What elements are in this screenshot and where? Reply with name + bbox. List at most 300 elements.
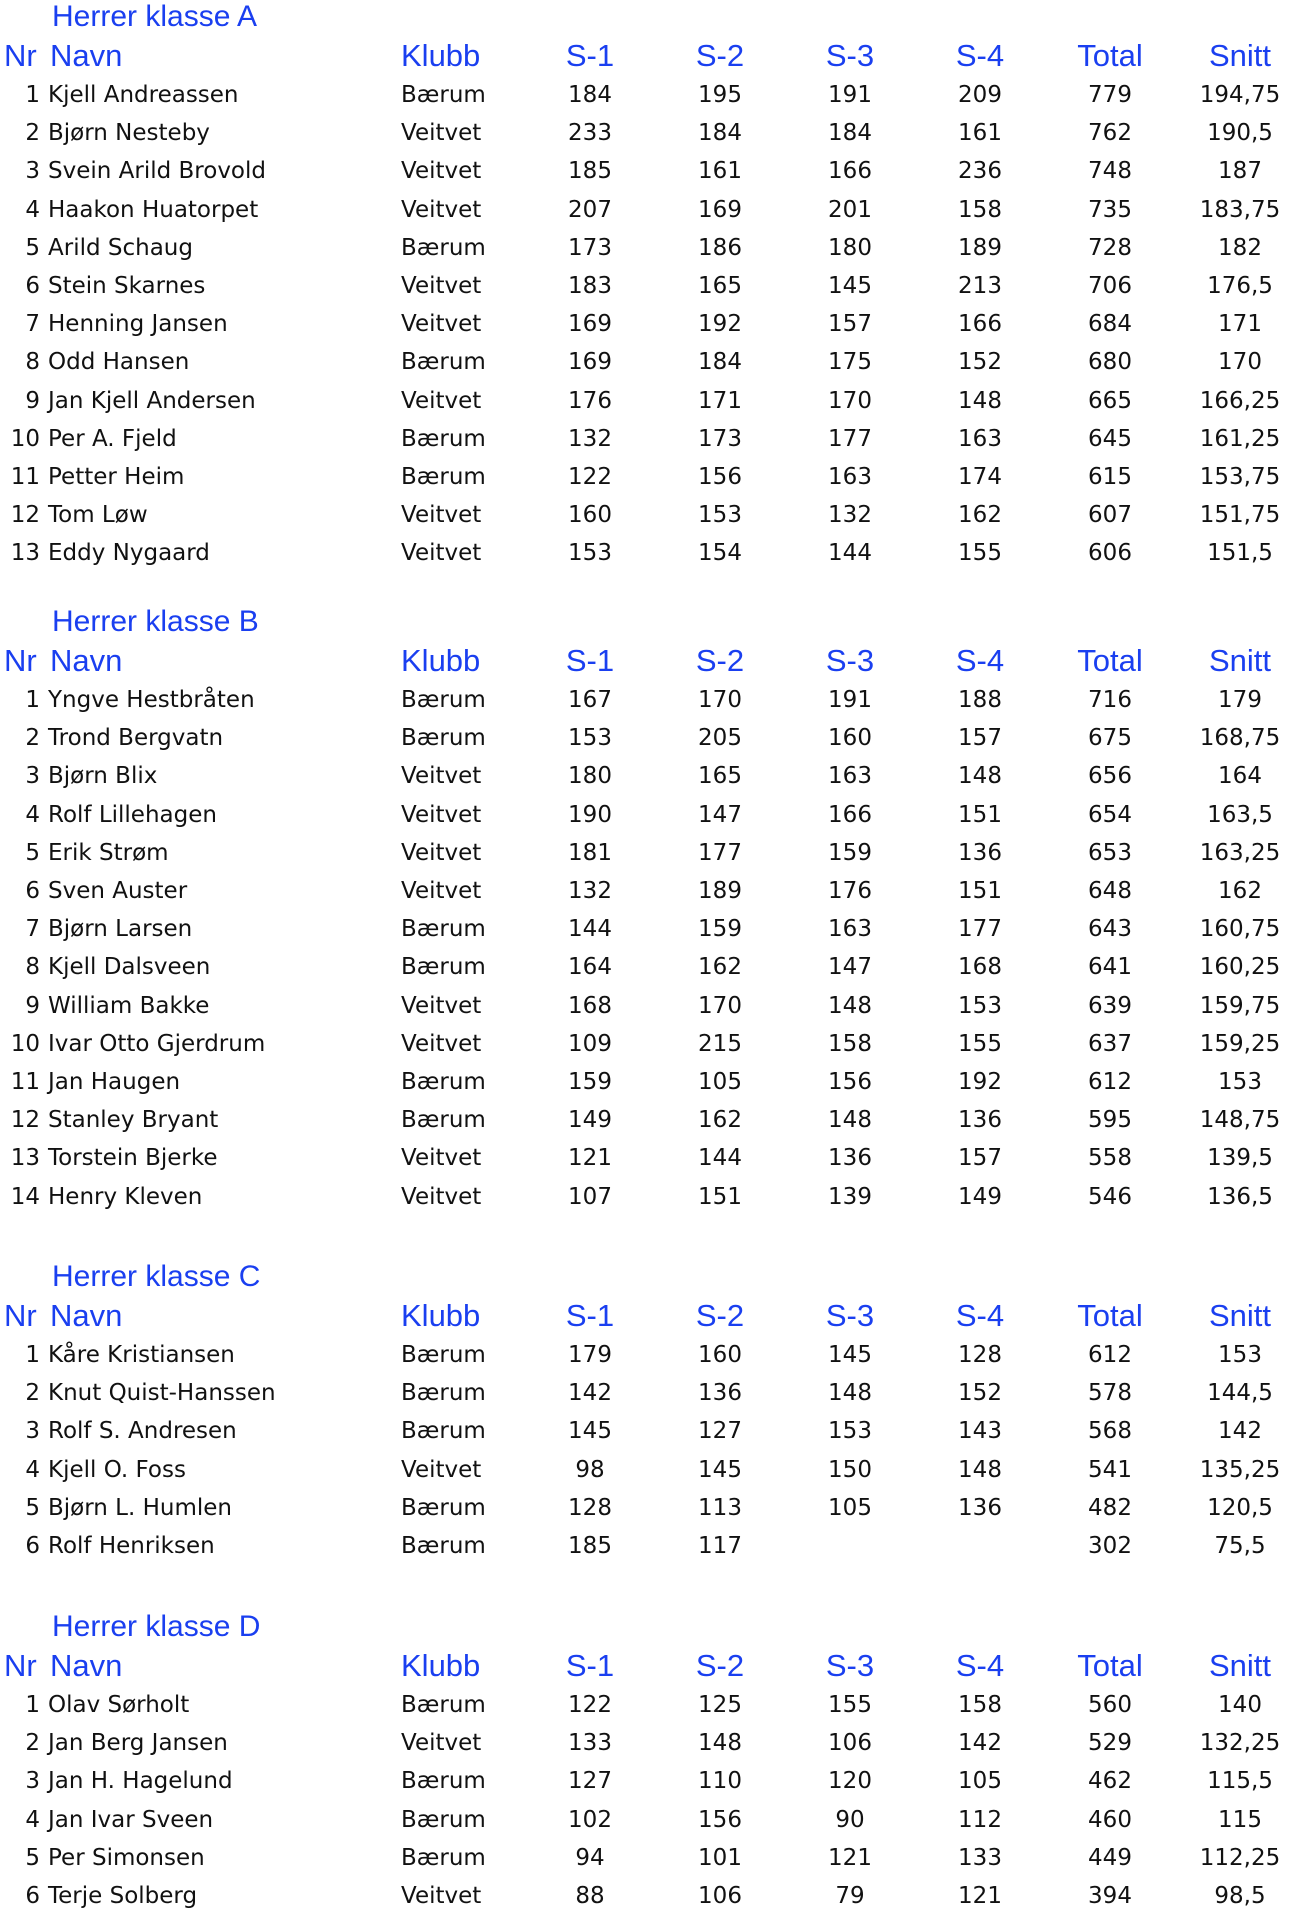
cell-navn: Per Simonsen xyxy=(48,1844,205,1871)
cell-s2: 147 xyxy=(698,801,742,828)
cell-s1: 153 xyxy=(568,725,612,752)
cell-navn: Arild Schaug xyxy=(48,234,193,261)
column-header-s1: S-1 xyxy=(565,38,615,73)
table-row xyxy=(0,1877,1304,1915)
cell-s3: 166 xyxy=(828,158,872,185)
cell-s1: 133 xyxy=(568,1730,612,1757)
cell-snitt: 162 xyxy=(1218,878,1262,904)
cell-total: 462 xyxy=(1088,1768,1132,1795)
cell-snitt: 168,75 xyxy=(1199,725,1281,752)
cell-nr: 4 xyxy=(25,1806,40,1833)
table-row xyxy=(0,796,1304,834)
cell-navn: Rolf Henriksen xyxy=(48,1533,215,1559)
cell-klubb: Veitvet xyxy=(401,158,482,185)
cell-s2: 159 xyxy=(698,916,742,943)
cell-snitt: 159,25 xyxy=(1199,1030,1281,1057)
cell-nr: 8 xyxy=(25,954,40,981)
cell-nr: 4 xyxy=(25,801,40,828)
cell-total: 735 xyxy=(1088,196,1132,223)
cell-s2: 154 xyxy=(698,540,742,567)
cell-s4: 157 xyxy=(958,1145,1002,1172)
cell-navn: Odd Hansen xyxy=(48,349,190,376)
cell-snitt: 75,5 xyxy=(1214,1533,1266,1559)
cell-nr: 9 xyxy=(25,387,40,414)
cell-klubb: Veitvet xyxy=(401,311,482,338)
cell-navn: Jan Kjell Andersen xyxy=(48,387,256,414)
cell-s4: 155 xyxy=(958,1030,1002,1057)
cell-total: 606 xyxy=(1088,540,1132,567)
cell-klubb: Bærum xyxy=(401,464,486,490)
cell-klubb: Veitvet xyxy=(401,1145,482,1172)
cell-navn: Henry Kleven xyxy=(48,1183,203,1210)
cell-s3: 158 xyxy=(828,1030,872,1057)
cell-nr: 4 xyxy=(25,196,40,223)
cell-klubb: Veitvet xyxy=(401,763,482,790)
cell-s3: 163 xyxy=(828,464,872,490)
cell-klubb: Bærum xyxy=(401,234,486,261)
column-header-row xyxy=(0,641,1304,681)
table-row xyxy=(0,76,1304,114)
cell-navn: Trond Bergvatn xyxy=(48,725,224,752)
cell-s3: 145 xyxy=(828,1342,872,1368)
cell-s4: 168 xyxy=(958,954,1002,981)
cell-snitt: 115 xyxy=(1218,1806,1262,1833)
table-row xyxy=(0,458,1304,496)
cell-snitt: 112,25 xyxy=(1199,1844,1281,1871)
cell-nr: 5 xyxy=(25,1494,40,1521)
cell-navn: Ivar Otto Gjerdrum xyxy=(48,1030,266,1057)
column-header-row xyxy=(0,1296,1304,1336)
cell-navn: Kjell Andreassen xyxy=(48,82,239,108)
cell-klubb: Bærum xyxy=(401,349,486,376)
cell-s3: 144 xyxy=(828,540,872,567)
cell-snitt: 151,5 xyxy=(1207,540,1273,567)
cell-navn: Tom Løw xyxy=(48,502,148,529)
cell-total: 568 xyxy=(1088,1418,1132,1445)
cell-snitt: 153,75 xyxy=(1199,464,1281,490)
cell-snitt: 136,5 xyxy=(1207,1183,1273,1210)
cell-s1: 168 xyxy=(568,992,612,1019)
cell-total: 654 xyxy=(1088,801,1132,828)
cell-klubb: Bærum xyxy=(401,954,486,981)
cell-s1: 169 xyxy=(568,311,612,338)
cell-klubb: Bærum xyxy=(401,1107,486,1134)
cell-nr: 4 xyxy=(25,1456,40,1483)
cell-s3: 180 xyxy=(828,234,872,261)
column-header-total: Total xyxy=(1077,1298,1143,1333)
column-header-klubb: Klubb xyxy=(401,1298,481,1333)
cell-navn: Rolf S. Andresen xyxy=(48,1418,237,1445)
cell-s3: 201 xyxy=(828,196,872,223)
cell-nr: 3 xyxy=(25,763,40,790)
cell-s2: 165 xyxy=(698,273,742,299)
cell-klubb: Bærum xyxy=(401,1844,486,1871)
cell-s4: 149 xyxy=(958,1183,1002,1210)
cell-total: 648 xyxy=(1088,878,1132,904)
cell-s3: 121 xyxy=(828,1844,872,1871)
cell-s4: 105 xyxy=(958,1768,1002,1795)
column-header-nr: Nr xyxy=(4,1648,37,1683)
cell-s3: 136 xyxy=(828,1145,872,1172)
cell-s2: 165 xyxy=(698,763,742,790)
table-row xyxy=(0,1527,1304,1565)
cell-total: 546 xyxy=(1088,1183,1132,1210)
cell-nr: 2 xyxy=(25,725,40,752)
cell-snitt: 159,75 xyxy=(1199,992,1281,1019)
cell-s4: 143 xyxy=(958,1418,1002,1445)
cell-s4: 161 xyxy=(958,120,1002,147)
cell-total: 612 xyxy=(1088,1069,1132,1095)
cell-snitt: 140 xyxy=(1218,1692,1262,1718)
cell-nr: 6 xyxy=(25,1883,40,1909)
table-row xyxy=(0,305,1304,343)
table-row xyxy=(0,1412,1304,1450)
column-header-snitt: Snitt xyxy=(1208,1648,1272,1683)
table-row xyxy=(0,1025,1304,1063)
cell-total: 612 xyxy=(1088,1342,1132,1368)
column-header-navn: Navn xyxy=(50,1648,123,1683)
cell-s2: 195 xyxy=(698,82,742,108)
cell-s1: 164 xyxy=(568,954,612,981)
cell-klubb: Bærum xyxy=(401,1380,486,1407)
cell-s4: 158 xyxy=(958,196,1002,223)
cell-snitt: 179 xyxy=(1218,687,1262,713)
cell-s2: 136 xyxy=(698,1380,742,1407)
cell-total: 595 xyxy=(1088,1107,1132,1134)
table-row xyxy=(0,948,1304,986)
cell-klubb: Bærum xyxy=(401,687,486,713)
cell-snitt: 183,75 xyxy=(1199,196,1281,223)
table-row xyxy=(0,1139,1304,1177)
cell-nr: 5 xyxy=(25,1844,40,1871)
cell-s2: 169 xyxy=(698,196,742,223)
cell-s1: 207 xyxy=(568,196,612,223)
cell-total: 541 xyxy=(1088,1456,1132,1483)
section-title: Herrer klasse D xyxy=(52,1610,261,1643)
cell-total: 394 xyxy=(1088,1883,1132,1909)
cell-s1: 181 xyxy=(568,839,612,866)
cell-s2: 162 xyxy=(698,954,742,981)
cell-total: 607 xyxy=(1088,502,1132,529)
cell-s2: 110 xyxy=(698,1768,742,1795)
cell-nr: 7 xyxy=(25,916,40,943)
cell-s3: 160 xyxy=(828,725,872,752)
column-header-s2: S-2 xyxy=(695,1298,745,1333)
table-row xyxy=(0,191,1304,229)
cell-snitt: 132,25 xyxy=(1199,1730,1281,1757)
table-row xyxy=(0,1374,1304,1412)
cell-s3: 150 xyxy=(828,1456,872,1483)
cell-total: 482 xyxy=(1088,1494,1132,1521)
cell-s4: 148 xyxy=(958,387,1002,414)
table-row xyxy=(0,1101,1304,1139)
cell-navn: Terje Solberg xyxy=(48,1883,198,1909)
cell-klubb: Bærum xyxy=(401,425,486,452)
table-row xyxy=(0,834,1304,872)
cell-s4: 188 xyxy=(958,687,1002,713)
cell-total: 748 xyxy=(1088,158,1132,185)
table-row xyxy=(0,910,1304,948)
cell-klubb: Veitvet xyxy=(401,196,482,223)
cell-s4: 151 xyxy=(958,801,1002,828)
cell-total: 656 xyxy=(1088,763,1132,790)
column-header-navn: Navn xyxy=(50,1298,123,1333)
cell-s3: 79 xyxy=(835,1883,865,1909)
cell-s1: 190 xyxy=(568,801,612,828)
table-row xyxy=(0,757,1304,795)
cell-s3: 170 xyxy=(828,387,872,414)
cell-s1: 109 xyxy=(568,1030,612,1057)
cell-nr: 12 xyxy=(10,502,40,529)
cell-s4: 177 xyxy=(958,916,1002,943)
cell-nr: 3 xyxy=(25,1768,40,1795)
cell-total: 460 xyxy=(1088,1806,1132,1833)
cell-klubb: Veitvet xyxy=(401,502,482,529)
cell-klubb: Bærum xyxy=(401,1418,486,1445)
cell-navn: William Bakke xyxy=(48,992,210,1019)
cell-s2: 105 xyxy=(698,1069,742,1095)
cell-klubb: Bærum xyxy=(401,1342,486,1368)
cell-total: 449 xyxy=(1088,1844,1132,1871)
cell-snitt: 142 xyxy=(1218,1418,1262,1445)
cell-s1: 122 xyxy=(568,1692,612,1718)
cell-snitt: 139,5 xyxy=(1207,1145,1273,1172)
cell-s1: 167 xyxy=(568,687,612,713)
cell-s2: 171 xyxy=(698,387,742,414)
cell-s3: 166 xyxy=(828,801,872,828)
cell-snitt: 153 xyxy=(1218,1069,1262,1095)
cell-total: 728 xyxy=(1088,234,1132,261)
column-header-snitt: Snitt xyxy=(1208,38,1272,73)
cell-total: 637 xyxy=(1088,1030,1132,1057)
cell-navn: Stanley Bryant xyxy=(48,1107,219,1134)
table-row xyxy=(0,1762,1304,1800)
column-header-s3: S-3 xyxy=(825,643,875,678)
cell-klubb: Veitvet xyxy=(401,839,482,866)
cell-snitt: 190,5 xyxy=(1207,120,1273,147)
cell-s2: 127 xyxy=(698,1418,742,1445)
table-row xyxy=(0,496,1304,534)
cell-klubb: Veitvet xyxy=(401,273,482,299)
cell-s4: 152 xyxy=(958,1380,1002,1407)
column-header-total: Total xyxy=(1077,38,1143,73)
table-row xyxy=(0,1451,1304,1489)
cell-s3: 163 xyxy=(828,763,872,790)
cell-s2: 113 xyxy=(698,1494,742,1521)
cell-s2: 161 xyxy=(698,158,742,185)
cell-total: 560 xyxy=(1088,1692,1132,1718)
cell-s2: 192 xyxy=(698,311,742,338)
cell-s3: 175 xyxy=(828,349,872,376)
cell-klubb: Veitvet xyxy=(401,1030,482,1057)
cell-s2: 151 xyxy=(698,1183,742,1210)
cell-s2: 148 xyxy=(698,1730,742,1757)
cell-klubb: Veitvet xyxy=(401,1730,482,1757)
table-row xyxy=(0,267,1304,305)
cell-s2: 153 xyxy=(698,502,742,529)
cell-s4: 136 xyxy=(958,1107,1002,1134)
cell-nr: 2 xyxy=(25,120,40,147)
cell-klubb: Bærum xyxy=(401,1768,486,1795)
cell-s1: 183 xyxy=(568,273,612,299)
cell-s1: 169 xyxy=(568,349,612,376)
cell-s2: 145 xyxy=(698,1456,742,1483)
cell-navn: Svein Arild Brovold xyxy=(48,158,266,185)
table-row xyxy=(0,719,1304,757)
column-header-klubb: Klubb xyxy=(401,643,481,678)
column-header-total: Total xyxy=(1077,643,1143,678)
cell-s1: 149 xyxy=(568,1107,612,1134)
cell-klubb: Bærum xyxy=(401,725,486,752)
cell-klubb: Bærum xyxy=(401,1494,486,1521)
cell-s2: 173 xyxy=(698,425,742,452)
cell-s3: 177 xyxy=(828,425,872,452)
cell-klubb: Veitvet xyxy=(401,1183,482,1210)
cell-s3: 153 xyxy=(828,1418,872,1445)
cell-s3: 120 xyxy=(828,1768,872,1795)
cell-s1: 132 xyxy=(568,425,612,452)
cell-nr: 6 xyxy=(25,273,40,299)
cell-s1: 142 xyxy=(568,1380,612,1407)
table-row xyxy=(0,1839,1304,1877)
cell-s3: 106 xyxy=(828,1730,872,1757)
cell-nr: 5 xyxy=(25,839,40,866)
cell-s2: 170 xyxy=(698,687,742,713)
cell-snitt: 160,75 xyxy=(1199,916,1281,943)
table-row xyxy=(0,987,1304,1025)
cell-s1: 121 xyxy=(568,1145,612,1172)
cell-s1: 88 xyxy=(575,1883,605,1909)
cell-s1: 127 xyxy=(568,1768,612,1795)
cell-s4: 162 xyxy=(958,502,1002,529)
cell-nr: 1 xyxy=(25,1342,40,1368)
cell-s2: 144 xyxy=(698,1145,742,1172)
table-row xyxy=(0,681,1304,719)
cell-nr: 2 xyxy=(25,1730,40,1757)
cell-s1: 185 xyxy=(568,1533,612,1559)
cell-total: 675 xyxy=(1088,725,1132,752)
cell-total: 779 xyxy=(1088,82,1132,108)
cell-s4: 148 xyxy=(958,1456,1002,1483)
cell-navn: Bjørn Nesteby xyxy=(48,120,210,147)
column-header-nr: Nr xyxy=(4,38,37,73)
cell-s4: 136 xyxy=(958,839,1002,866)
cell-nr: 5 xyxy=(25,234,40,261)
cell-klubb: Veitvet xyxy=(401,1883,482,1909)
cell-s1: 128 xyxy=(568,1494,612,1521)
cell-navn: Henning Jansen xyxy=(48,311,228,338)
cell-nr: 3 xyxy=(25,1418,40,1445)
cell-klubb: Bærum xyxy=(401,1069,486,1095)
cell-s1: 159 xyxy=(568,1069,612,1095)
cell-s2: 215 xyxy=(698,1030,742,1057)
cell-s4: 112 xyxy=(958,1806,1002,1833)
cell-nr: 9 xyxy=(25,992,40,1019)
table-row xyxy=(0,1063,1304,1101)
cell-s3: 90 xyxy=(835,1806,865,1833)
cell-total: 716 xyxy=(1088,687,1132,713)
cell-navn: Olav Sørholt xyxy=(48,1692,190,1718)
cell-s1: 176 xyxy=(568,387,612,414)
cell-s4: 152 xyxy=(958,349,1002,376)
cell-s4: 158 xyxy=(958,1692,1002,1718)
cell-navn: Kjell Dalsveen xyxy=(48,954,211,981)
cell-klubb: Veitvet xyxy=(401,878,482,904)
cell-nr: 6 xyxy=(25,878,40,904)
section-title: Herrer klasse A xyxy=(52,0,258,33)
table-row xyxy=(0,1686,1304,1724)
cell-nr: 1 xyxy=(25,82,40,108)
cell-navn: Stein Skarnes xyxy=(48,273,206,299)
cell-snitt: 187 xyxy=(1218,158,1262,185)
cell-navn: Bjørn Larsen xyxy=(48,916,193,943)
table-row xyxy=(0,534,1304,572)
cell-s2: 156 xyxy=(698,1806,742,1833)
cell-s1: 160 xyxy=(568,502,612,529)
cell-s4: 142 xyxy=(958,1730,1002,1757)
column-header-snitt: Snitt xyxy=(1208,1298,1272,1333)
column-header-klubb: Klubb xyxy=(401,1648,481,1683)
cell-s3: 105 xyxy=(828,1494,872,1521)
cell-navn: Yngve Hestbråten xyxy=(48,687,255,713)
column-header-row xyxy=(0,36,1304,76)
section-title: Herrer klasse C xyxy=(52,1260,261,1293)
cell-s2: 101 xyxy=(698,1844,742,1871)
cell-s4: 163 xyxy=(958,425,1002,452)
cell-total: 762 xyxy=(1088,120,1132,147)
cell-nr: 13 xyxy=(10,1145,40,1172)
cell-nr: 7 xyxy=(25,311,40,338)
cell-klubb: Veitvet xyxy=(401,387,482,414)
cell-navn: Per A. Fjeld xyxy=(48,425,177,452)
cell-navn: Sven Auster xyxy=(48,878,188,904)
cell-s3: 147 xyxy=(828,954,872,981)
cell-s1: 132 xyxy=(568,878,612,904)
cell-s3: 132 xyxy=(828,502,872,529)
cell-nr: 10 xyxy=(10,1030,40,1057)
column-header-s3: S-3 xyxy=(825,38,875,73)
cell-s4: 213 xyxy=(958,273,1002,299)
column-header-s1: S-1 xyxy=(565,1648,615,1683)
cell-navn: Erik Strøm xyxy=(48,839,169,866)
cell-snitt: 163,25 xyxy=(1199,839,1281,866)
cell-s1: 144 xyxy=(568,916,612,943)
column-header-klubb: Klubb xyxy=(401,38,481,73)
cell-s3: 176 xyxy=(828,878,872,904)
cell-total: 615 xyxy=(1088,464,1132,490)
cell-s3: 145 xyxy=(828,273,872,299)
cell-total: 645 xyxy=(1088,425,1132,452)
cell-s1: 180 xyxy=(568,763,612,790)
cell-nr: 11 xyxy=(10,464,40,490)
cell-navn: Jan H. Hagelund xyxy=(48,1768,233,1795)
cell-s4: 133 xyxy=(958,1844,1002,1871)
cell-navn: Bjørn L. Humlen xyxy=(48,1494,233,1521)
column-header-s4: S-4 xyxy=(955,1648,1005,1683)
cell-s1: 98 xyxy=(575,1456,605,1483)
cell-s4: 136 xyxy=(958,1494,1002,1521)
cell-navn: Kåre Kristiansen xyxy=(48,1342,235,1368)
cell-nr: 11 xyxy=(10,1069,40,1095)
cell-s3: 148 xyxy=(828,1107,872,1134)
cell-snitt: 161,25 xyxy=(1199,425,1281,452)
cell-nr: 13 xyxy=(10,540,40,567)
cell-nr: 10 xyxy=(10,425,40,452)
cell-s4: 121 xyxy=(958,1883,1002,1909)
cell-snitt: 153 xyxy=(1218,1342,1262,1368)
column-header-s4: S-4 xyxy=(955,643,1005,678)
cell-s4: 148 xyxy=(958,763,1002,790)
